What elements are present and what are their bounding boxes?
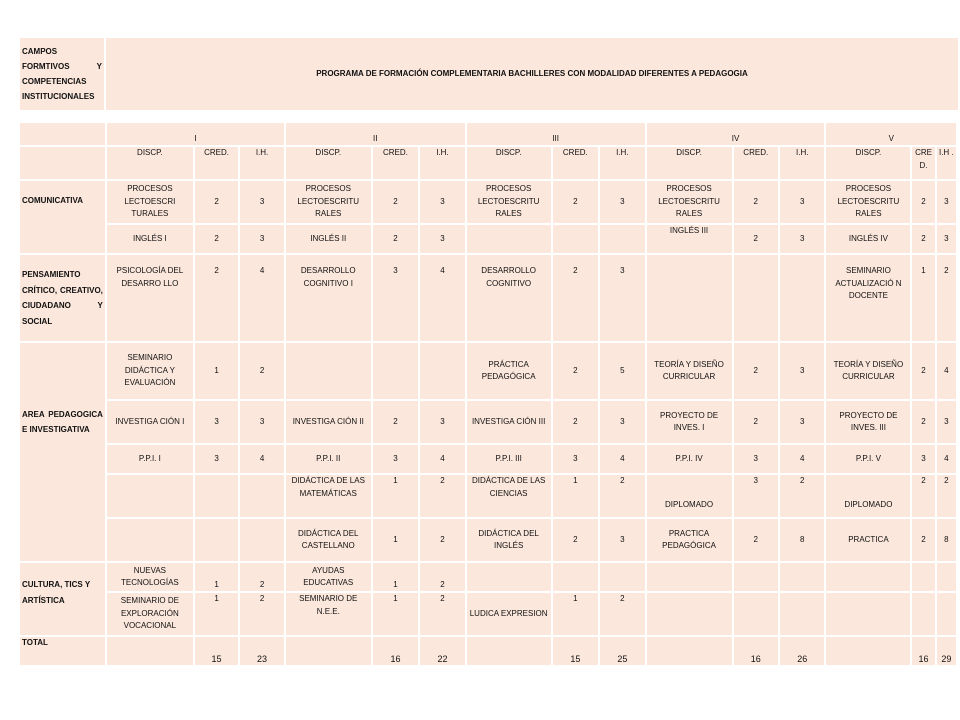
program-title: PROGRAMA DE FORMACIÓN COMPLEMENTARIA BACHILLERES CON MODALIDAD DIFERENTES A PEDAGOGIA [105,37,959,111]
hours-cell: 4 [239,444,285,474]
credits-cell: 2 [372,400,420,444]
hours-cell: 4 [419,254,465,342]
course-cell: SEMINARIO DE N.E.E. [285,592,372,636]
empty-cell [419,342,465,400]
credits-cell: 2 [733,180,779,224]
empty-cell [646,636,733,666]
total-hours: 25 [599,636,646,666]
credits-cell: 1 [552,474,600,518]
course-cell: DIDÁCTICA DEL CASTELLANO [285,518,372,562]
hours-cell: 2 [419,518,465,562]
empty-cell [733,562,779,592]
col-discp: DISCP. [825,146,911,180]
course-cell: DIDÁCTICA DE LAS CIENCIAS [466,474,552,518]
semester-ii: II [285,122,466,146]
course-cell: INVESTIGA CIÓN II [285,400,372,444]
credits-cell: 2 [194,180,239,224]
col-cred: CRED. [372,146,420,180]
field-cultura: CULTURA, TICS Y ARTÍSTICA [19,562,106,636]
course-cell: DIPLOMADO [825,474,911,518]
course-cell: DESARROLLO COGNITIVO [466,254,552,342]
empty-cell [646,562,733,592]
table-row [19,562,957,592]
column-header-row [19,146,957,180]
curriculum-table [18,121,958,667]
course-cell: PROCESOS LECTOESCRITU RALES [825,180,911,224]
credits-cell: 1 [372,518,420,562]
field-pensamiento: PENSAMIENTO CRÍTICO, CREATIVO, CIUDADANO Y SOCIAL [19,254,106,342]
total-hours: 26 [779,636,826,666]
hours-cell: 2 [936,474,957,518]
col-cred: CRED. [194,146,239,180]
table-row [19,592,957,636]
empty-cell [285,636,372,666]
hours-cell: 2 [599,592,646,636]
empty-cell [372,342,420,400]
hours-cell: 4 [239,254,285,342]
empty-cell [552,224,600,254]
table-row [19,224,957,254]
credits-cell: 2 [552,254,600,342]
credits-cell: 1 [911,254,935,342]
hours-cell: 3 [779,342,826,400]
total-label: TOTAL [19,636,106,666]
empty-cell [646,592,733,636]
credits-cell: 1 [194,562,239,592]
course-cell: PSICOLOGÍA DEL DESARRO LLO [106,254,194,342]
course-cell: INVESTIGA CIÓN III [466,400,552,444]
empty-cell [599,224,646,254]
credits-cell: 1 [372,562,420,592]
hours-cell: 2 [239,342,285,400]
course-cell: SEMINARIO DE EXPLORACIÓN VOCACIONAL [106,592,194,636]
credits-cell: 2 [911,224,935,254]
empty-cell [779,254,826,342]
credits-cell: 2 [733,342,779,400]
course-cell: PRÁCTICA PEDAGÓGICA [466,342,552,400]
credits-cell: 2 [911,342,935,400]
credits-cell: 1 [372,592,420,636]
col-discp: DISCP. [646,146,733,180]
total-credits: 16 [911,636,935,666]
col-discp: DISCP. [106,146,194,180]
hours-cell: 3 [599,518,646,562]
course-cell: DIPLOMADO [646,474,733,518]
course-cell: INGLÉS IV [825,224,911,254]
credits-cell: 2 [372,224,420,254]
col-cred: CRED. [733,146,779,180]
empty-cell [19,146,106,180]
hours-cell: 4 [936,444,957,474]
hours-cell: 2 [419,474,465,518]
semester-row [19,122,957,146]
course-cell: PROCESOS LECTOESCRITU RALES [646,180,733,224]
col-ih: I.H. [419,146,465,180]
course-cell: SEMINARIO ACTUALIZACIÓ N DOCENTE [825,254,911,342]
course-cell: P.P.I. IV [646,444,733,474]
hours-cell: 5 [599,342,646,400]
hours-cell: 3 [936,400,957,444]
total-hours: 29 [936,636,957,666]
empty-cell [733,592,779,636]
table-row [19,400,957,444]
credits-cell: 2 [552,518,600,562]
semester-iii: III [466,122,646,146]
course-cell: P.P.I. III [466,444,552,474]
empty-cell [911,592,935,636]
hours-cell: 2 [599,474,646,518]
total-credits: 15 [552,636,600,666]
empty-cell [646,254,733,342]
empty-cell [825,562,911,592]
empty-cell [106,518,194,562]
semester-iv: IV [646,122,826,146]
course-cell: NUEVAS TECNOLOGÍAS [106,562,194,592]
total-credits: 15 [194,636,239,666]
hours-cell: 2 [936,254,957,342]
hours-cell: 3 [936,224,957,254]
table-row [19,474,957,518]
hours-cell: 3 [419,224,465,254]
course-cell: TEORÍA Y DISEÑO CURRICULAR [825,342,911,400]
empty-cell [19,122,106,146]
empty-cell [239,518,285,562]
course-cell: DIDÁCTICA DEL INGLÉS [466,518,552,562]
col-ih: I.H. [599,146,646,180]
empty-cell [552,562,600,592]
course-cell: PRACTICA [825,518,911,562]
credits-cell: 2 [552,180,600,224]
empty-cell [825,636,911,666]
empty-cell [779,592,826,636]
credits-cell: 2 [911,400,935,444]
credits-cell: 2 [372,180,420,224]
field-comunicativa: COMUNICATIVA [19,180,106,254]
credits-cell: 2 [552,342,600,400]
hours-cell: 3 [239,180,285,224]
credits-cell: 1 [194,342,239,400]
hours-cell: 4 [936,342,957,400]
table-row [19,444,957,474]
empty-cell [194,474,239,518]
hours-cell: 3 [599,254,646,342]
hours-cell: 4 [419,444,465,474]
course-cell: LUDICA EXPRESION [466,592,552,636]
table-row [19,342,957,400]
program-header-table [18,36,960,112]
course-cell: INVESTIGA CIÓN I [106,400,194,444]
empty-cell [936,592,957,636]
credits-cell: 3 [733,444,779,474]
credits-cell: 2 [194,254,239,342]
empty-cell [466,636,552,666]
credits-cell: 2 [733,224,779,254]
hours-cell: 4 [779,444,826,474]
credits-cell: 3 [194,400,239,444]
hours-cell: 2 [779,474,826,518]
empty-cell [106,474,194,518]
course-cell: SEMINARIO DIDÁCTICA Y EVALUACIÓN [106,342,194,400]
hours-cell: 3 [779,400,826,444]
hours-cell: 3 [936,180,957,224]
col-cred: CRED. [552,146,600,180]
hours-cell: 2 [419,592,465,636]
hours-cell: 8 [936,518,957,562]
credits-cell: 2 [552,400,600,444]
hours-cell: 3 [419,180,465,224]
semester-v: V [825,122,957,146]
hours-cell: 2 [419,562,465,592]
credits-cell: 1 [552,592,600,636]
credits-cell: 3 [372,254,420,342]
empty-cell [733,254,779,342]
course-cell: PROCESOS LECTOESCRITU RALES [466,180,552,224]
empty-cell [911,562,935,592]
empty-cell [779,562,826,592]
course-cell: PROYECTO DE INVES. I [646,400,733,444]
course-cell: INGLÉS I [106,224,194,254]
col-ih: I.H . [936,146,957,180]
course-cell: P.P.I. V [825,444,911,474]
empty-cell [194,518,239,562]
course-cell: TEORÍA Y DISEÑO CURRICULAR [646,342,733,400]
empty-cell [106,636,194,666]
col-ih: I.H. [239,146,285,180]
table-row [19,180,957,224]
hours-cell: 3 [599,400,646,444]
course-cell: PROCESOS LECTOESCRI TURALES [106,180,194,224]
hours-cell: 3 [779,224,826,254]
fields-header-cell: CAMPOS FORMTIVOS Y COMPETENCIAS INSTITUCIONALES [19,37,105,111]
empty-cell [466,224,552,254]
credits-cell: 2 [911,474,935,518]
course-cell: PRACTICA PEDAGÓGICA [646,518,733,562]
credits-cell: 1 [372,474,420,518]
semester-i: I [106,122,285,146]
total-credits: 16 [733,636,779,666]
total-credits: 16 [372,636,420,666]
empty-cell [936,562,957,592]
totals-row [19,636,957,666]
credits-cell: 2 [911,180,935,224]
total-hours: 23 [239,636,285,666]
credits-cell: 2 [733,518,779,562]
field-area-pedagogica: AREA PEDAGOGICA E INVESTIGATIVA [19,342,106,562]
course-cell: PROCESOS LECTOESCRITU RALES [285,180,372,224]
credits-cell: 2 [194,224,239,254]
hours-cell: 3 [599,180,646,224]
course-cell: DESARROLLO COGNITIVO I [285,254,372,342]
empty-cell [239,474,285,518]
empty-cell [466,562,552,592]
total-hours: 22 [419,636,465,666]
empty-cell [285,342,372,400]
course-cell: AYUDAS EDUCATIVAS [285,562,372,592]
course-cell: PROYECTO DE INVES. III [825,400,911,444]
hours-cell: 2 [239,562,285,592]
col-ih: I.H. [779,146,826,180]
hours-cell: 3 [239,400,285,444]
credits-cell: 3 [911,444,935,474]
credits-cell: 2 [911,518,935,562]
col-cred: CRE D. [911,146,935,180]
course-cell: P.P.I. II [285,444,372,474]
col-discp: DISCP. [285,146,372,180]
hours-cell: 4 [599,444,646,474]
empty-cell [825,592,911,636]
course-cell: INGLÉS III [646,224,733,254]
course-cell: P.P.I. I [106,444,194,474]
empty-cell [599,562,646,592]
table-row [19,254,957,342]
table-row [19,518,957,562]
col-discp: DISCP. [466,146,552,180]
credits-cell: 3 [733,474,779,518]
hours-cell: 8 [779,518,826,562]
course-cell: DIDÁCTICA DE LAS MATEMÁTICAS [285,474,372,518]
credits-cell: 3 [372,444,420,474]
hours-cell: 2 [239,592,285,636]
credits-cell: 3 [194,444,239,474]
credits-cell: 2 [733,400,779,444]
hours-cell: 3 [779,180,826,224]
credits-cell: 1 [194,592,239,636]
hours-cell: 3 [419,400,465,444]
hours-cell: 3 [239,224,285,254]
course-cell: INGLÉS II [285,224,372,254]
credits-cell: 3 [552,444,600,474]
